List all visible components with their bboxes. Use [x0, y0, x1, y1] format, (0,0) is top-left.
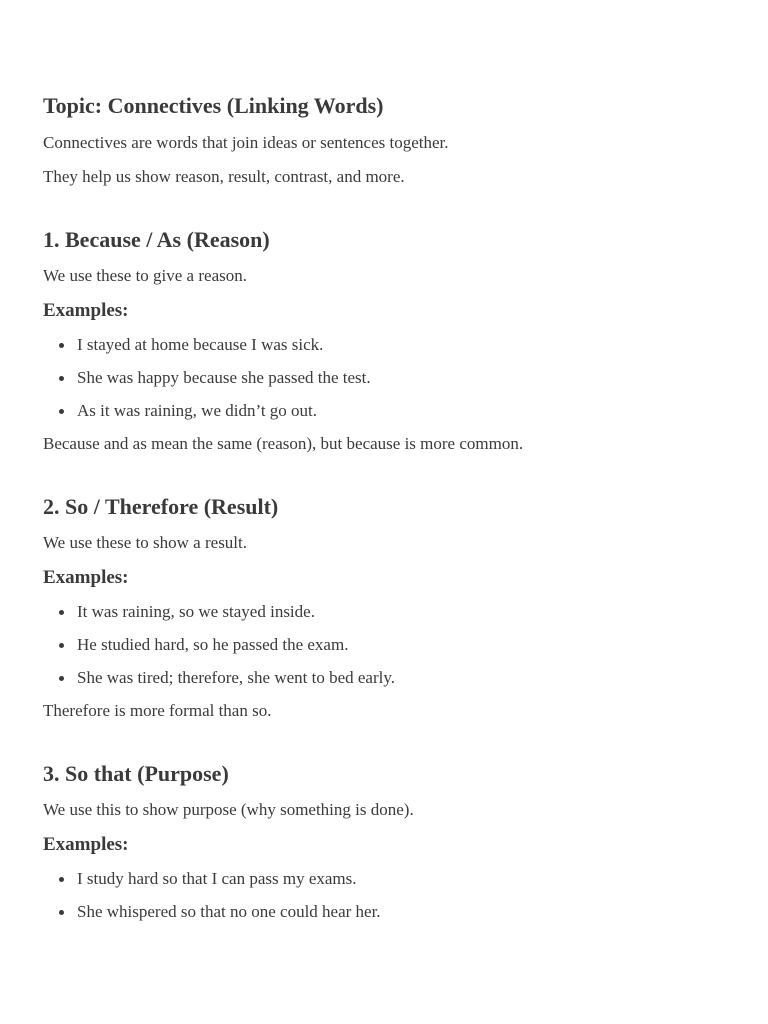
examples-label: Examples: [43, 834, 129, 855]
examples-list [43, 601, 733, 689]
examples-list [43, 868, 733, 923]
bullet-icon [59, 610, 64, 615]
example-text: I stayed at home because I was sick. [77, 335, 324, 354]
list-item [43, 901, 733, 923]
section-so-therefore [43, 493, 733, 722]
section-note: Therefore is more formal than so. [43, 701, 272, 720]
bullet-icon [59, 676, 64, 681]
examples-label: Examples: [43, 567, 129, 588]
page-title: Topic: Connectives (Linking Words) [43, 93, 384, 118]
section-because-as [43, 226, 733, 455]
section-note: Because and as mean the same (reason), but because is more common. [43, 434, 524, 453]
list-item [43, 400, 733, 422]
intro-paragraph: They help us show reason, result, contrast, and more. [43, 167, 405, 186]
section-description: We use this to show purpose (why something is done). [43, 800, 414, 819]
list-item [43, 367, 733, 389]
bullet-icon [59, 643, 64, 648]
bullet-icon [59, 409, 64, 414]
examples-label: Examples: [43, 300, 129, 321]
list-item [43, 634, 733, 656]
examples-list [43, 334, 733, 422]
section-description: We use these to show a result. [43, 533, 247, 552]
bullet-icon [59, 877, 64, 882]
bullet-icon [59, 376, 64, 381]
section-heading: 3. So that (Purpose) [43, 761, 229, 786]
section-heading: 2. So / Therefore (Result) [43, 494, 279, 519]
section-description: We use these to give a reason. [43, 266, 247, 285]
example-text: He studied hard, so he passed the exam. [77, 635, 349, 654]
section-so-that [43, 760, 733, 923]
example-text: She was happy because she passed the test. [77, 368, 371, 387]
list-item [43, 334, 733, 356]
list-item [43, 868, 733, 890]
example-text: As it was raining, we didn’t go out. [77, 401, 318, 420]
intro-paragraph: Connectives are words that join ideas or sentences together. [43, 133, 449, 152]
example-text: She was tired; therefore, she went to bed early. [77, 668, 396, 687]
example-text: She whispered so that no one could hear her. [77, 902, 381, 921]
example-text: It was raining, so we stayed inside. [77, 602, 315, 621]
list-item [43, 601, 733, 623]
bullet-icon [59, 910, 64, 915]
list-item [43, 667, 733, 689]
document-page [43, 92, 733, 934]
example-text: I study hard so that I can pass my exams. [77, 869, 357, 888]
bullet-icon [59, 343, 64, 348]
section-heading: 1. Because / As (Reason) [43, 227, 270, 252]
